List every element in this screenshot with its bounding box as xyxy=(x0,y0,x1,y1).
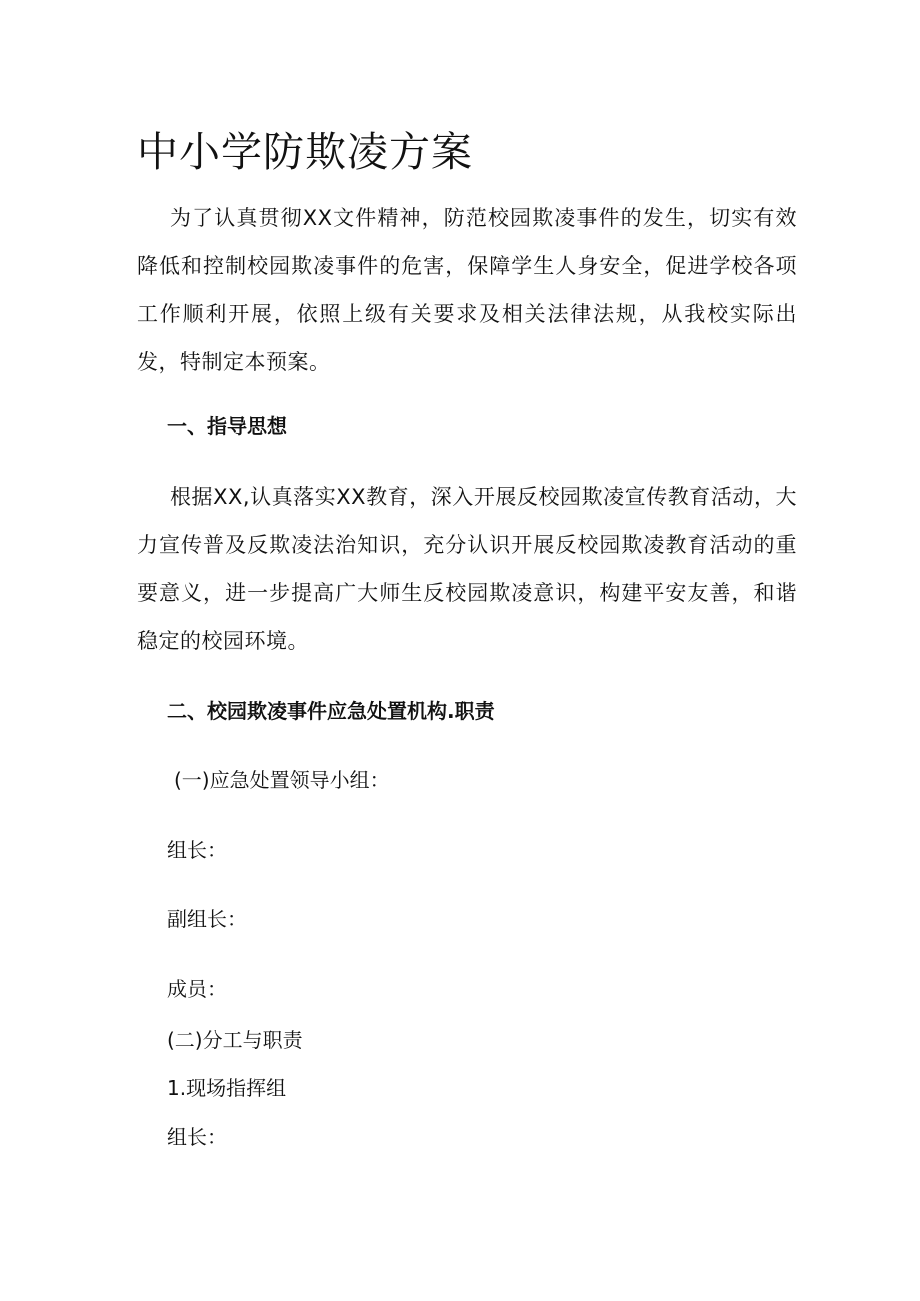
section-2-heading: 二、校园欺凌事件应急处置机构.职责 xyxy=(167,699,495,723)
section-1-heading: 一、指导思想 xyxy=(167,414,287,438)
subsection-division-duties: (二)分工与职责 xyxy=(167,1028,303,1052)
deputy-leader-label: 副组长： xyxy=(167,907,247,931)
group-leader-label: 组长： xyxy=(167,838,227,862)
intro-paragraph: 为了认真贯彻XX文件精神，防范校园欺凌事件的发生，切实有效降低和控制校园欺凌事件的危害，保障学生人身安全，促进学校各项工作顺利开展，依照上级有关要求及相关法律法规，从我校实际出发，特制定本预案。 xyxy=(137,206,797,374)
members-label: 成员： xyxy=(167,977,227,1001)
item-site-command-group: 1.现场指挥组 xyxy=(167,1076,287,1100)
document-title: 中小学防欺凌方案 xyxy=(137,128,473,176)
section-1-paragraph: 根据XX,认真落实XX教育，深入开展反校园欺凌宣传教育活动，大力宣传普及反欺凌法治知识，充分认识开展反校园欺凌教育活动的重要意义，进一步提高广大师生反校园欺凌意识，构建平安友善，和谐稳定的校园环境。 xyxy=(137,485,797,653)
subsection-emergency-group: (一)应急处置领导小组： xyxy=(174,768,390,792)
site-command-leader-label: 组长： xyxy=(167,1125,227,1149)
